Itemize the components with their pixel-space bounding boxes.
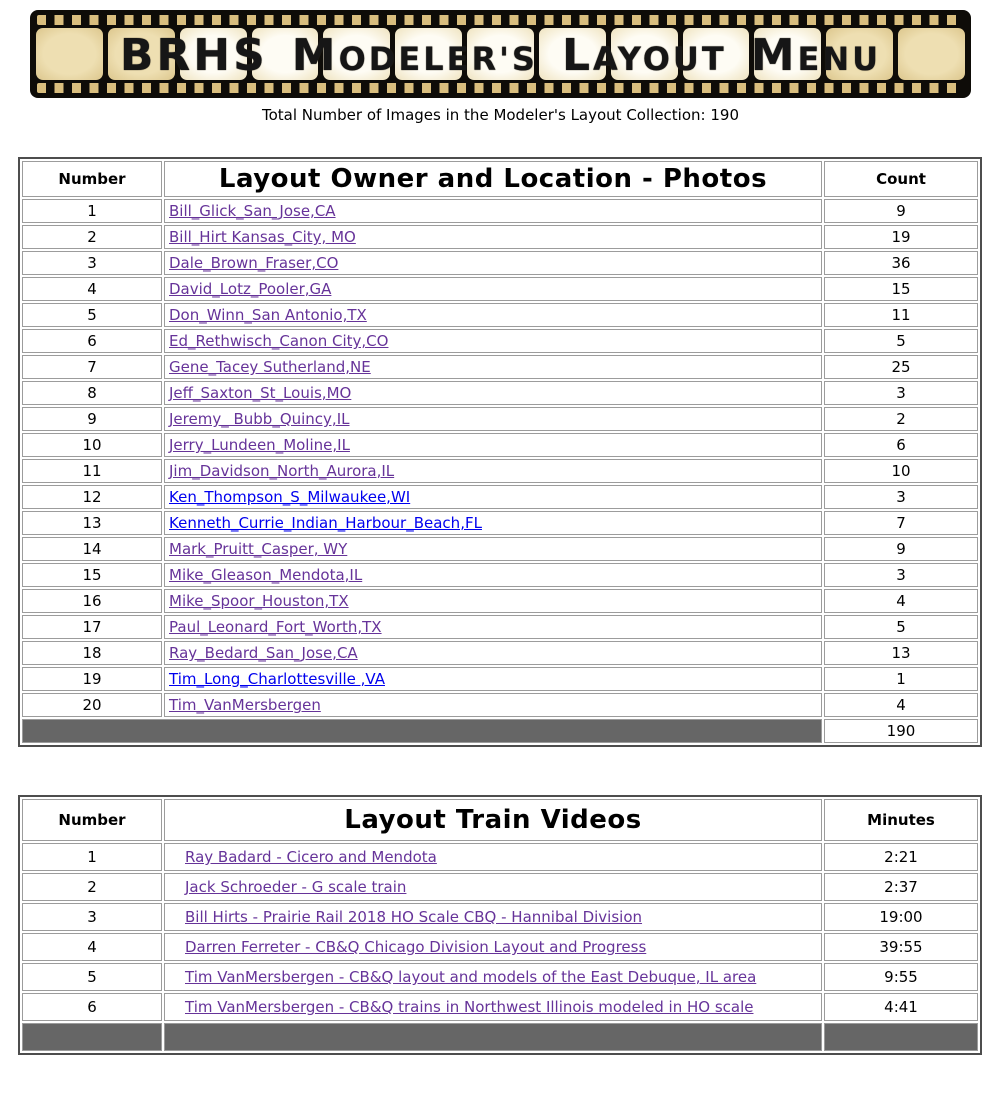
row-minutes: 2:37	[824, 873, 978, 901]
row-count: 4	[824, 693, 978, 717]
layout-link[interactable]: Tim VanMersbergen - CB&Q layout and models of the East Debuque, IL area	[185, 968, 757, 986]
photos-total-count: 190	[824, 719, 978, 743]
layout-link[interactable]: Ed_Rethwisch_Canon City,CO	[169, 332, 389, 350]
row-number: 11	[22, 459, 162, 483]
row-count: 5	[824, 615, 978, 639]
table-row	[22, 485, 978, 509]
row-number: 8	[22, 381, 162, 405]
photos-header-count: Count	[824, 161, 978, 197]
row-name-cell	[164, 251, 822, 275]
row-number: 1	[22, 843, 162, 871]
photos-header-row	[22, 161, 978, 197]
row-number: 17	[22, 615, 162, 639]
banner-title-word: MENU	[750, 29, 882, 81]
videos-footer-bar	[22, 1023, 162, 1051]
row-count: 9	[824, 199, 978, 223]
row-name-cell	[164, 843, 822, 871]
row-name-cell	[164, 963, 822, 991]
row-number: 19	[22, 667, 162, 691]
row-count: 10	[824, 459, 978, 483]
row-minutes: 2:21	[824, 843, 978, 871]
row-number: 4	[22, 933, 162, 961]
filmstrip-banner	[30, 10, 971, 98]
row-name-cell	[164, 589, 822, 613]
row-number: 14	[22, 537, 162, 561]
row-count: 4	[824, 589, 978, 613]
photos-table	[18, 157, 982, 747]
table-row	[22, 277, 978, 301]
banner-title	[30, 24, 971, 86]
layout-link[interactable]: Bill Hirts - Prairie Rail 2018 HO Scale CBQ - Hannibal Division	[185, 908, 643, 926]
banner-title-word: LAYOUT	[561, 29, 727, 81]
row-name-cell	[164, 329, 822, 353]
row-name-cell	[164, 933, 822, 961]
row-count: 3	[824, 485, 978, 509]
banner-title-word: MODELER'S	[291, 29, 538, 81]
table-row	[22, 615, 978, 639]
row-name-cell	[164, 485, 822, 509]
layout-link[interactable]: Ken_Thompson_S_Milwaukee,WI	[169, 488, 411, 506]
table-row	[22, 963, 978, 991]
row-count: 6	[824, 433, 978, 457]
table-row	[22, 933, 978, 961]
row-minutes: 19:00	[824, 903, 978, 931]
table-row	[22, 251, 978, 275]
row-count: 9	[824, 537, 978, 561]
row-count: 5	[824, 329, 978, 353]
row-count: 2	[824, 407, 978, 431]
photos-footer-row	[22, 719, 978, 743]
row-name-cell	[164, 563, 822, 587]
videos-footer-bar	[164, 1023, 822, 1051]
row-minutes: 9:55	[824, 963, 978, 991]
table-row	[22, 329, 978, 353]
row-number: 1	[22, 199, 162, 223]
row-minutes: 4:41	[824, 993, 978, 1021]
row-count: 15	[824, 277, 978, 301]
table-row	[22, 459, 978, 483]
layout-link[interactable]: Tim_VanMersbergen	[169, 696, 321, 714]
row-count: 3	[824, 563, 978, 587]
row-name-cell	[164, 903, 822, 931]
table-row	[22, 511, 978, 535]
table-row	[22, 641, 978, 665]
table-row	[22, 843, 978, 871]
row-number: 15	[22, 563, 162, 587]
row-name-cell	[164, 537, 822, 561]
row-number: 3	[22, 251, 162, 275]
row-number: 5	[22, 963, 162, 991]
layout-link[interactable]: Paul_Leonard_Fort_Worth,TX	[169, 618, 382, 636]
row-number: 5	[22, 303, 162, 327]
row-name-cell	[164, 355, 822, 379]
layout-link[interactable]: Jack Schroeder - G scale train	[185, 878, 407, 896]
videos-footer-bar	[824, 1023, 978, 1051]
row-name-cell	[164, 459, 822, 483]
photos-header-number: Number	[22, 161, 162, 197]
table-row	[22, 667, 978, 691]
table-row	[22, 903, 978, 931]
row-count: 36	[824, 251, 978, 275]
row-name-cell	[164, 511, 822, 535]
row-number: 9	[22, 407, 162, 431]
layout-link[interactable]: Tim_Long_Charlottesville ,VA	[169, 670, 385, 688]
row-name-cell	[164, 381, 822, 405]
table-row	[22, 589, 978, 613]
layout-link[interactable]: Don_Winn_San Antonio,TX	[169, 306, 367, 324]
layout-link[interactable]: Dale_Brown_Fraser,CO	[169, 254, 339, 272]
row-count: 11	[824, 303, 978, 327]
layout-link[interactable]: Bill_Hirt Kansas_City, MO	[169, 228, 356, 246]
table-row	[22, 303, 978, 327]
row-number: 4	[22, 277, 162, 301]
table-row	[22, 433, 978, 457]
collection-total-text: Total Number of Images in the Modeler's Layout Collection: 190	[262, 106, 739, 124]
row-number: 3	[22, 903, 162, 931]
row-name-cell	[164, 993, 822, 1021]
layout-link[interactable]: Jeremy_ Bubb_Quincy,IL	[169, 410, 350, 428]
row-name-cell	[164, 199, 822, 223]
layout-link[interactable]: Darren Ferreter - CB&Q Chicago Division Layout and Progress	[185, 938, 647, 956]
row-number: 12	[22, 485, 162, 509]
row-name-cell	[164, 873, 822, 901]
layout-link[interactable]: Jerry_Lundeen_Moline,IL	[169, 436, 350, 454]
row-number: 18	[22, 641, 162, 665]
row-count: 19	[824, 225, 978, 249]
table-row	[22, 563, 978, 587]
row-name-cell	[164, 615, 822, 639]
row-name-cell	[164, 407, 822, 431]
photos-header-title: Layout Owner and Location - Photos	[164, 161, 822, 197]
row-number: 6	[22, 329, 162, 353]
row-name-cell	[164, 693, 822, 717]
row-number: 2	[22, 225, 162, 249]
layout-link[interactable]: Gene_Tacey Sutherland,NE	[169, 358, 371, 376]
layout-link[interactable]: Jeff_Saxton_St_Louis,MO	[169, 384, 352, 402]
photos-footer-bar	[22, 719, 822, 743]
row-name-cell	[164, 641, 822, 665]
layout-link[interactable]: Ray_Bedard_San_Jose,CA	[169, 644, 358, 662]
row-count: 1	[824, 667, 978, 691]
videos-table	[18, 795, 982, 1055]
row-name-cell	[164, 277, 822, 301]
layout-link[interactable]: David_Lotz_Pooler,GA	[169, 280, 332, 298]
row-minutes: 39:55	[824, 933, 978, 961]
row-number: 13	[22, 511, 162, 535]
row-name-cell	[164, 225, 822, 249]
row-number: 7	[22, 355, 162, 379]
table-row	[22, 355, 978, 379]
row-number: 10	[22, 433, 162, 457]
videos-footer-row	[22, 1023, 978, 1051]
table-row	[22, 381, 978, 405]
table-row	[22, 993, 978, 1021]
row-count: 7	[824, 511, 978, 535]
row-name-cell	[164, 433, 822, 457]
table-row	[22, 199, 978, 223]
table-row	[22, 693, 978, 717]
photos-table-body	[22, 199, 978, 717]
videos-table-body	[22, 843, 978, 1021]
table-row	[22, 873, 978, 901]
row-number: 20	[22, 693, 162, 717]
table-row	[22, 407, 978, 431]
layout-link[interactable]: Bill_Glick_San_Jose,CA	[169, 202, 336, 220]
videos-header-number: Number	[22, 799, 162, 841]
layout-link[interactable]: Mike_Gleason_Mendota,IL	[169, 566, 363, 584]
layout-link[interactable]: Jim_Davidson_North_Aurora,IL	[169, 462, 395, 480]
layout-link[interactable]: Kenneth_Currie_Indian_Harbour_Beach,FL	[169, 514, 482, 532]
layout-link[interactable]: Tim VanMersbergen - CB&Q trains in Northwest Illinois modeled in HO scale	[185, 998, 754, 1016]
row-count: 25	[824, 355, 978, 379]
layout-link[interactable]: Mike_Spoor_Houston,TX	[169, 592, 349, 610]
layout-link[interactable]: Ray Badard - Cicero and Mendota	[185, 848, 437, 866]
row-number: 16	[22, 589, 162, 613]
table-row	[22, 537, 978, 561]
row-count: 13	[824, 641, 978, 665]
row-number: 2	[22, 873, 162, 901]
videos-header-row	[22, 799, 978, 841]
videos-header-title: Layout Train Videos	[164, 799, 822, 841]
row-number: 6	[22, 993, 162, 1021]
row-name-cell	[164, 303, 822, 327]
layout-link[interactable]: Mark_Pruitt_Casper, WY	[169, 540, 348, 558]
table-row	[22, 225, 978, 249]
row-count: 3	[824, 381, 978, 405]
row-name-cell	[164, 667, 822, 691]
videos-header-minutes: Minutes	[824, 799, 978, 841]
banner-title-word: BRHS	[119, 29, 268, 81]
